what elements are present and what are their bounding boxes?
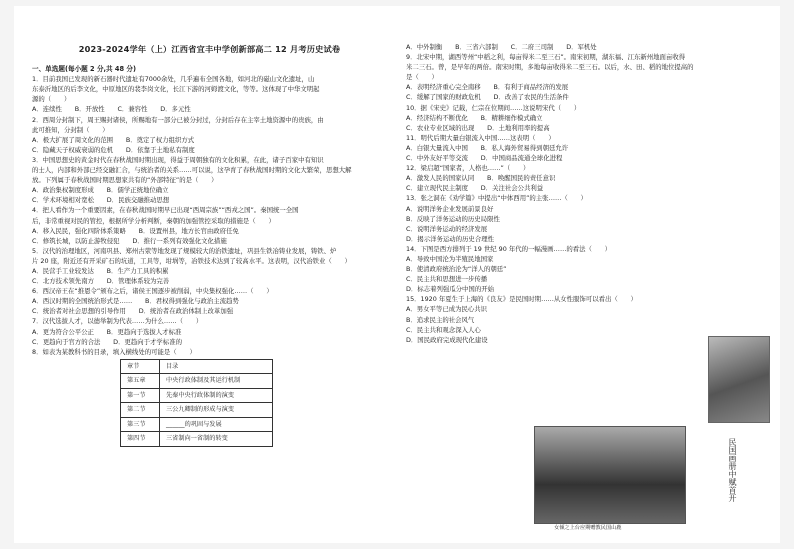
table-cell: 第二节 [121, 403, 160, 418]
question-line: A．说明洋务企业发展前景良好 [406, 204, 494, 213]
question-line: C．统治者对社会思想的引导作用 D．统治者在政治体制上改革加强 [32, 307, 234, 316]
question-line: A．导致中国沦为半殖民地国家 [406, 254, 494, 263]
question-line: A．政治集权制度形成 B．儒学正统地位确立 [32, 186, 169, 195]
table-cell: 目录 [160, 359, 273, 374]
question-line: 13．张之洞在《劝学篇》中提出“中体西用”的主张……（ ） [406, 194, 587, 203]
question-line: B．使清政府统治沦为“洋人的朝廷” [406, 265, 507, 274]
question-line: A．极大扩展了周文化的范围 B．奠定了权力组织方式 [32, 135, 195, 144]
table-cell: 第四节 [121, 432, 160, 447]
question-line: 的士人，内部和外部已经交融汇合，与统治者的关系……可以说，这孕育了春秋战国时期的文化大繁荣，思想大解 [32, 166, 352, 175]
question-line: 东泰沂地区的后李文化，中原地区的裴李岗文化，长江下游的河姆渡文化，等等。这体现了中华文明起 [32, 85, 320, 94]
question-line: A．更为符合公平公正 B．更趋向于选拔人才标准 [32, 327, 182, 336]
question-line: 2．西周分封制下，周王赐封诸侯，所赐地有一部分已被分封过，分封后存在主宰土地资源中的贵族，由 [32, 115, 324, 124]
left-question-lines [32, 74, 387, 357]
historical-photo [534, 426, 686, 524]
table-row [121, 359, 273, 374]
question-line: A．连续性 B．开放性 C．兼容性 D．多元性 [32, 105, 191, 114]
left-column [32, 6, 387, 447]
question-line: 4．把人看作为一个重要因素，在春秋战国时期早已出现“西周宗族”“西戎之国”。秦国统一全国 [32, 206, 299, 215]
question-line: B．反映了洋务运动的历史局限性 [406, 214, 500, 223]
photo-side-text: 民国画册中赋首开 [728, 438, 737, 502]
question-line: C．民主共和观念深入人心 [406, 325, 481, 334]
table-cell: 三省制向一省制的转变 [160, 432, 273, 447]
question-line: 6．西汉帝王在“推恩令”颁布之后，诸侯王国逐步被削弱，中央集权强化……（ ） [32, 287, 273, 296]
textbook-table [120, 359, 273, 447]
question-line: A．西汉时期的全国统治形式是…… B．君权得到强化与政治主流趋势 [32, 297, 239, 306]
table-row [121, 374, 273, 389]
question-line: C．更趋向于官方的合法 D．更趋向于才学标准的 [32, 337, 182, 346]
question-line: C．建立现代民主制度 D．关注社会公共利益 [406, 184, 544, 193]
question-line: A．中外制衡 B．三省六部制 C．二府三司制 D．军机处 [406, 43, 597, 51]
question-line: C．隐藏天子权威衰弱的危机 D．依靠于土地私有制度 [32, 145, 195, 154]
question-line: 3．中国思想史的黄金时代在春秋战国时期出现，得益于周朝独有的文化积累，在此，诸子百家中有知识 [32, 155, 324, 164]
table-cell: 第五章 [121, 374, 160, 389]
question-line: 11．明代后期大量白银流入中国……这表明（ ） [406, 133, 555, 142]
table-row [121, 432, 273, 447]
table-cell: 先秦中央行政体制的演变 [160, 388, 273, 403]
question-line: C．学术环境相对宽松 D．民族交融推动思想 [32, 196, 170, 205]
question-line: 10．据《宋史》记载，仁宗在位期间……这说明宋代（ ） [406, 103, 581, 112]
table-row [121, 388, 273, 403]
photo-caption: 女倾之上台应期赠教民国山鹿 [554, 525, 622, 531]
question-line: 放。下列属于春秋战国时期思想家共有的“外部特征”的是（ ） [32, 176, 218, 185]
question-line: 8．如表为某教科书的目录，填入横线处的可能是（ ） [32, 347, 196, 356]
question-line: 此可推知，分封制（ ） [32, 125, 109, 134]
question-line: 14．下图是西方排列于 19 世纪 90 年代的一幅漫画……的看法（ ） [406, 244, 612, 253]
question-line: D．标志着列强瓜分中国的开始 [406, 285, 494, 294]
question-line: C．北方技术领先南方 D．管理体系较为完善 [32, 277, 170, 286]
question-line: C．缓解了国家的财政危机 D．改善了农民的生活条件 [406, 93, 569, 102]
question-line: A．表明经济重心完全南移 B．有利于商品经济的发展 [406, 83, 569, 92]
question-line: 后，非常重视对民的管控，根据所学分析判断，秦朝的加强管控采取的措施是（ ） [32, 216, 275, 225]
question-line: D．揭示洋务运动的历史合理性 [406, 234, 494, 243]
question-line: C．说明洋务运动的经济发展 [406, 224, 488, 233]
question-line: 是（ ） [406, 73, 438, 82]
exam-title: 2023-2024学年（上）江西省宜丰中学创新部高二 12 月考历史试卷 [78, 44, 341, 54]
question-line: B．追求民主的社会风气 [406, 315, 475, 324]
question-line: A．激发人民的国家认同 B．唤醒国民的责任意识 [406, 174, 556, 183]
table-cell: 第一节 [121, 388, 160, 403]
right-question-lines [406, 42, 766, 345]
table-cell: 中央行政体制及其运行机制 [160, 374, 273, 389]
question-line: 5．汉代的治理地区，河南巩县、郑州古荥等地发现了规模较大的治铁遗址，巩县生铁冶铸业发展，铸铁、炉 [32, 246, 337, 255]
question-line: C．修筑长城，以防止游牧侵犯 D．推行一系列有效强化文化措施 [32, 236, 227, 245]
question-line: A．男女平等已成为民心共识 [406, 305, 488, 314]
question-line: A．白银大量流入中国 B．私人海外贸易得到朝廷允许 [406, 143, 569, 152]
question-line: A．民营手工业较发达 B．生产力工具的积累 [32, 266, 169, 275]
table-cell: ______的巩固与发展 [160, 417, 273, 432]
question-line: 7．汉代选拔人才，以德举制为代表……为什么……（ ） [32, 317, 203, 326]
section-heading: 一、单选题(每小题 2 分,共 48 分) [32, 65, 137, 74]
cartoon-image [708, 336, 770, 423]
question-line: A．移入民民，强化四阶体系策略 B．设置州县，地方长官由政府任免 [32, 226, 239, 235]
question-line: 15．1920 年夏生于上海的《良友》是民国时期……从女性服饰可以看出（ ） [406, 295, 637, 304]
table-row [121, 403, 273, 418]
question-line: A．经济结构不断优化 B．精耕细作模式确立 [406, 113, 543, 122]
question-line: 1．目前我国已发现的新石器时代遗址有7000余处，几乎遍布全国各地，如河北的磁山文化遗址，山 [32, 75, 315, 84]
question-line: 源的（ ） [32, 95, 71, 104]
table-row [121, 417, 273, 432]
question-line: D．国民政府完成现代化建设 [406, 335, 488, 344]
question-line: C．农业专业区域的出现 D．土地利用率的提高 [406, 123, 550, 132]
question-line: C．民主共和思想进一步传播 [406, 275, 488, 284]
question-line: 片 20 座，附近还有开采矿石的坑道，工具等，坩埚等，冶铁技术达到了较高水平。这表明，汉代冶铁业（ ） [32, 256, 351, 265]
question-line: 9．北宋中期，湖西等州“中稻之利，每亩得米二至三石”。南宋初期，湖东福、江东新州地面亩收得 [406, 53, 686, 62]
right-column [406, 6, 766, 345]
table-cell: 三公九卿制的形成与演变 [160, 403, 273, 418]
question-line: C．中外友好平等交流 D．中国商品流通全球化进程 [406, 154, 563, 163]
exam-page [14, 6, 780, 543]
question-line: 米二三石。曾，是早年的两倍。南宋时期，多地每亩收得米二至三石。以后，水、田、稻的地位提高的 [406, 63, 694, 72]
table-cell: 章节 [121, 359, 160, 374]
table-cell: 第三节 [121, 417, 160, 432]
question-line: 12．梁启超“国家者，人格也……”（ ） [406, 164, 530, 173]
